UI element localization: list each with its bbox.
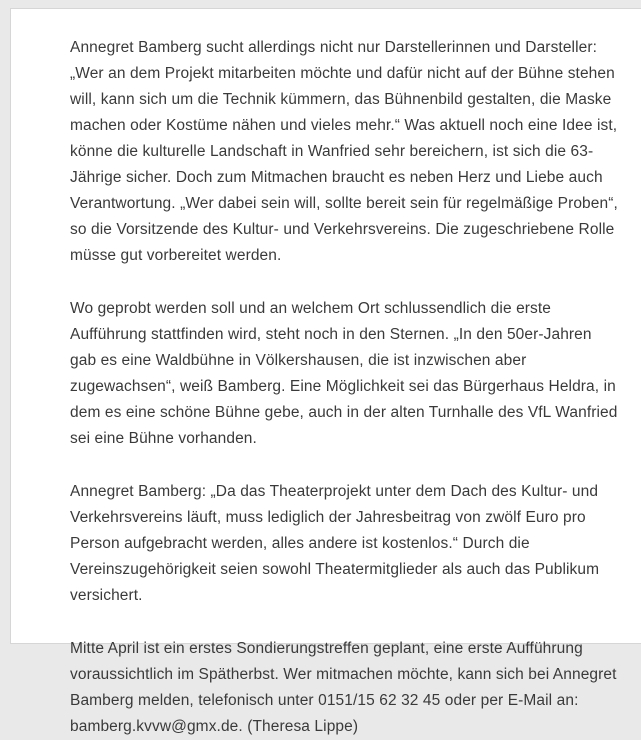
article-paragraph: Annegret Bamberg sucht allerdings nicht nur Darstellerinnen und Darsteller: „Wer an dem Projekt mitarbeiten möchte und dafür nicht auf der Bühne stehen will, kann sich um die Technik kümmern, das Bühnenbild gestalten, die Maske machen oder Kostüme nähen und vieles mehr.“ Was aktuell noch eine Idee ist, könne die kulturelle Landschaft in Wanfried sehr bereichern, ist sich die 63-Jährige sicher. Doch zum Mitmachen braucht es neben Herz und Liebe auch Verantwortung. „Wer dabei sein will, sollte bereit sein für regelmäßige Proben“, so die Vorsitzende des Kultur- und Verkehrsvereins. Die zugeschriebene Rolle müsse gut vorbereitet werden. — [70, 39, 618, 264]
article-body — [11, 9, 641, 740]
article-page — [10, 8, 641, 735]
article-paragraph: Annegret Bamberg: „Da das Theaterprojekt unter dem Dach des Kultur- und Verkehrsvereins läuft, muss lediglich der Jahresbeitrag von zwölf Euro pro Person aufgebracht werden, alles andere ist kostenlos.“ Durch die Vereinszugehörigkeit seien sowohl Theatermitglieder als auch das Publikum versichert. — [70, 483, 600, 604]
article-paragraph: Mitte April ist ein erstes Sondierungstreffen geplant, eine erste Aufführung voraussichtlich im Spätherbst. Wer mitmachen möchte, kann sich bei Annegret Bamberg melden, telefonisch unter 0151/15 62 32 45 oder per E-Mail an: bamberg.kvvw@gmx.de. (Theresa Lippe) — [70, 640, 617, 735]
article-paragraph: Wo geprobt werden soll und an welchem Ort schlussendlich die erste Aufführung stattfinden wird, steht noch in den Sternen. „In den 50er-Jahren gab es eine Waldbühne in Völkershausen, die ist inzwischen aber zugewachsen“, weiß Bamberg. Eine Möglichkeit sei das Bürgerhaus Heldra, in dem es eine schöne Bühne gebe, auch in der alten Turnhalle des VfL Wanfried sei eine Bühne vorhanden. — [70, 300, 618, 447]
